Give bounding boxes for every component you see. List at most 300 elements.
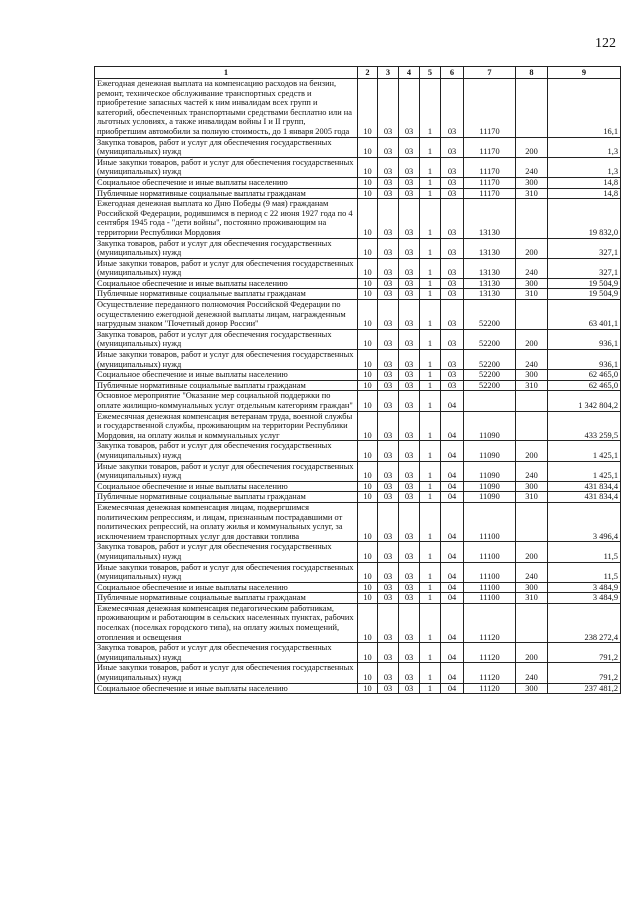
table-row	[95, 492, 621, 503]
subsection-code-cell: 03	[378, 177, 399, 188]
event-code-cell: 04	[441, 683, 464, 694]
table-row	[95, 137, 621, 157]
amount-cell: 238 272,4	[548, 603, 621, 642]
subprogram-code-cell: 1	[420, 492, 441, 503]
row-name-cell: Публичные нормативные социальные выплаты гражданам	[95, 188, 358, 199]
expense-direction-cell: 52200	[464, 380, 516, 391]
table-row	[95, 300, 621, 330]
section-code-cell: 10	[358, 79, 378, 138]
subsection-code-cell: 03	[378, 238, 399, 258]
event-code-cell: 04	[441, 391, 464, 411]
amount-cell: 62 465,0	[548, 380, 621, 391]
event-code-cell: 03	[441, 157, 464, 177]
expense-type-cell: 240	[516, 562, 548, 582]
program-code-cell: 03	[399, 300, 420, 330]
section-code-cell: 10	[358, 411, 378, 441]
event-code-cell: 04	[441, 481, 464, 492]
page-number: 122	[595, 36, 616, 51]
expense-type-cell: 300	[516, 683, 548, 694]
subprogram-code-cell: 1	[420, 79, 441, 138]
expense-direction-cell: 13130	[464, 289, 516, 300]
subsection-code-cell: 03	[378, 289, 399, 300]
subprogram-code-cell: 1	[420, 593, 441, 604]
event-code-cell: 04	[441, 411, 464, 441]
event-code-cell: 03	[441, 350, 464, 370]
subsection-code-cell: 03	[378, 461, 399, 481]
program-code-cell: 03	[399, 502, 420, 541]
amount-cell: 1 342 804,2	[548, 391, 621, 411]
expense-type-cell: 300	[516, 177, 548, 188]
program-code-cell: 03	[399, 350, 420, 370]
subprogram-code-cell: 1	[420, 177, 441, 188]
subsection-code-cell: 03	[378, 683, 399, 694]
table-row	[95, 562, 621, 582]
event-code-cell: 04	[441, 542, 464, 562]
expense-type-cell	[516, 502, 548, 541]
expense-type-cell	[516, 411, 548, 441]
subprogram-code-cell: 1	[420, 663, 441, 683]
header-cell: 6	[441, 67, 464, 79]
row-name-cell: Осуществление переданного полномочия Российской Федерации по осуществлению ежегодной денежной выплаты лицам, награжденным нагрудным знаком "Почетный донор России"	[95, 300, 358, 330]
subsection-code-cell: 03	[378, 157, 399, 177]
table-row	[95, 289, 621, 300]
expense-direction-cell: 13130	[464, 199, 516, 238]
subsection-code-cell: 03	[378, 300, 399, 330]
subprogram-code-cell: 1	[420, 300, 441, 330]
subprogram-code-cell: 1	[420, 411, 441, 441]
table-row	[95, 542, 621, 562]
table-row	[95, 199, 621, 238]
amount-cell: 431 834,4	[548, 481, 621, 492]
expense-type-cell: 200	[516, 542, 548, 562]
expense-direction-cell: 11170	[464, 79, 516, 138]
subsection-code-cell: 03	[378, 199, 399, 238]
event-code-cell: 04	[441, 593, 464, 604]
program-code-cell: 03	[399, 258, 420, 278]
row-name-cell: Ежемесячная денежная компенсация ветеранам труда, военной службы и государственной службы, проживающим на территории Республики Мордовия, на оплату жилья и коммунальных услуг	[95, 411, 358, 441]
section-code-cell: 10	[358, 238, 378, 258]
section-code-cell: 10	[358, 300, 378, 330]
table-row	[95, 380, 621, 391]
event-code-cell: 03	[441, 300, 464, 330]
subsection-code-cell: 03	[378, 502, 399, 541]
expense-direction-cell: 11170	[464, 177, 516, 188]
subprogram-code-cell: 1	[420, 258, 441, 278]
event-code-cell: 04	[441, 643, 464, 663]
event-code-cell: 04	[441, 582, 464, 593]
event-code-cell: 04	[441, 461, 464, 481]
program-code-cell: 03	[399, 411, 420, 441]
expense-direction-cell: 13130	[464, 258, 516, 278]
expense-type-cell: 240	[516, 663, 548, 683]
amount-cell: 327,1	[548, 258, 621, 278]
table-row	[95, 603, 621, 642]
header-cell: 9	[548, 67, 621, 79]
subsection-code-cell: 03	[378, 258, 399, 278]
row-name-cell: Социальное обеспечение и иные выплаты населению	[95, 278, 358, 289]
section-code-cell: 10	[358, 502, 378, 541]
expense-type-cell: 200	[516, 441, 548, 461]
expense-type-cell	[516, 300, 548, 330]
expense-type-cell: 200	[516, 137, 548, 157]
section-code-cell: 10	[358, 289, 378, 300]
amount-cell: 1 425,1	[548, 441, 621, 461]
event-code-cell: 04	[441, 562, 464, 582]
expense-direction-cell: 11090	[464, 441, 516, 461]
row-name-cell: Ежемесячная денежная компенсация лицам, подвергшимся политическим репрессиям, и лицам, признанным пострадавшими от политических репрессий, на оплату жилья и коммунальных услуг, за исключением транспортных услуг для доставки топлива	[95, 502, 358, 541]
section-code-cell: 10	[358, 188, 378, 199]
section-code-cell: 10	[358, 258, 378, 278]
section-code-cell: 10	[358, 350, 378, 370]
program-code-cell: 03	[399, 278, 420, 289]
expense-direction-cell: 11100	[464, 593, 516, 604]
expense-direction-cell: 11090	[464, 481, 516, 492]
row-name-cell: Иные закупки товаров, работ и услуг для обеспечения государственных (муниципальных) нужд	[95, 663, 358, 683]
header-cell: 7	[464, 67, 516, 79]
table-row	[95, 278, 621, 289]
subprogram-code-cell: 1	[420, 380, 441, 391]
expense-direction-cell: 11120	[464, 683, 516, 694]
header-cell: 8	[516, 67, 548, 79]
amount-cell: 14,8	[548, 188, 621, 199]
subsection-code-cell: 03	[378, 391, 399, 411]
amount-cell: 237 481,2	[548, 683, 621, 694]
amount-cell: 3 496,4	[548, 502, 621, 541]
header-cell: 5	[420, 67, 441, 79]
expense-type-cell: 240	[516, 258, 548, 278]
table-row	[95, 258, 621, 278]
row-name-cell: Публичные нормативные социальные выплаты гражданам	[95, 492, 358, 503]
table-row	[95, 79, 621, 138]
expense-direction-cell: 11090	[464, 461, 516, 481]
row-name-cell: Публичные нормативные социальные выплаты гражданам	[95, 380, 358, 391]
expense-type-cell: 200	[516, 643, 548, 663]
subprogram-code-cell: 1	[420, 461, 441, 481]
program-code-cell: 03	[399, 481, 420, 492]
expense-direction-cell: 11100	[464, 562, 516, 582]
subsection-code-cell: 03	[378, 441, 399, 461]
header-cell: 1	[95, 67, 358, 79]
event-code-cell: 04	[441, 492, 464, 503]
expense-type-cell: 300	[516, 370, 548, 381]
row-name-cell: Иные закупки товаров, работ и услуг для обеспечения государственных (муниципальных) нужд	[95, 157, 358, 177]
amount-cell: 11,5	[548, 542, 621, 562]
subsection-code-cell: 03	[378, 481, 399, 492]
row-name-cell: Основное мероприятие "Оказание мер социальной поддержки по оплате жилищно-коммунальных услуг отдельным категориям граждан"	[95, 391, 358, 411]
section-code-cell: 10	[358, 380, 378, 391]
section-code-cell: 10	[358, 643, 378, 663]
table-row	[95, 391, 621, 411]
program-code-cell: 03	[399, 663, 420, 683]
subsection-code-cell: 03	[378, 370, 399, 381]
expense-direction-cell: 11120	[464, 663, 516, 683]
row-name-cell: Закупка товаров, работ и услуг для обеспечения государственных (муниципальных) нужд	[95, 542, 358, 562]
expense-direction-cell: 52200	[464, 329, 516, 349]
subprogram-code-cell: 1	[420, 289, 441, 300]
subsection-code-cell: 03	[378, 188, 399, 199]
table-row	[95, 461, 621, 481]
row-name-cell: Ежегодная денежная выплата ко Дню Победы (9 мая) гражданам Российской Федерации, родившимся в период с 22 июня 1927 года по 4 сентября 1945 года - "дети войны", постоянно проживающим на территории Республики Мордовия	[95, 199, 358, 238]
expense-type-cell: 300	[516, 481, 548, 492]
subprogram-code-cell: 1	[420, 542, 441, 562]
program-code-cell: 03	[399, 542, 420, 562]
event-code-cell: 03	[441, 289, 464, 300]
expense-type-cell: 240	[516, 157, 548, 177]
amount-cell: 936,1	[548, 329, 621, 349]
subsection-code-cell: 03	[378, 79, 399, 138]
subprogram-code-cell: 1	[420, 188, 441, 199]
table-row	[95, 157, 621, 177]
expense-direction-cell: 11090	[464, 411, 516, 441]
amount-cell: 11,5	[548, 562, 621, 582]
amount-cell: 19 504,9	[548, 278, 621, 289]
table-body	[95, 79, 621, 694]
row-name-cell: Социальное обеспечение и иные выплаты населению	[95, 177, 358, 188]
row-name-cell: Социальное обеспечение и иные выплаты населению	[95, 582, 358, 593]
program-code-cell: 03	[399, 582, 420, 593]
row-name-cell: Закупка товаров, работ и услуг для обеспечения государственных (муниципальных) нужд	[95, 137, 358, 157]
section-code-cell: 10	[358, 492, 378, 503]
amount-cell: 433 259,5	[548, 411, 621, 441]
subprogram-code-cell: 1	[420, 350, 441, 370]
program-code-cell: 03	[399, 562, 420, 582]
event-code-cell: 03	[441, 380, 464, 391]
header-cell: 2	[358, 67, 378, 79]
expense-direction-cell: 13130	[464, 238, 516, 258]
table-row	[95, 502, 621, 541]
table-row	[95, 582, 621, 593]
program-code-cell: 03	[399, 380, 420, 391]
table-row	[95, 593, 621, 604]
event-code-cell: 03	[441, 188, 464, 199]
program-code-cell: 03	[399, 593, 420, 604]
section-code-cell: 10	[358, 461, 378, 481]
subsection-code-cell: 03	[378, 278, 399, 289]
expense-type-cell: 310	[516, 380, 548, 391]
row-name-cell: Закупка товаров, работ и услуг для обеспечения государственных (муниципальных) нужд	[95, 643, 358, 663]
program-code-cell: 03	[399, 188, 420, 199]
expense-direction-cell: 11120	[464, 643, 516, 663]
expense-type-cell: 200	[516, 238, 548, 258]
amount-cell: 19 504,9	[548, 289, 621, 300]
amount-cell: 1,3	[548, 137, 621, 157]
row-name-cell: Иные закупки товаров, работ и услуг для обеспечения государственных (муниципальных) нужд	[95, 258, 358, 278]
subsection-code-cell: 03	[378, 350, 399, 370]
row-name-cell: Ежемесячная денежная компенсация педагогическим работникам, проживающим и работающим в сельских населенных пунктах, рабочих поселках (поселках городского типа), на оплату жилых помещений, отопления и освещения	[95, 603, 358, 642]
section-code-cell: 10	[358, 683, 378, 694]
amount-cell: 936,1	[548, 350, 621, 370]
section-code-cell: 10	[358, 542, 378, 562]
subsection-code-cell: 03	[378, 137, 399, 157]
event-code-cell: 03	[441, 238, 464, 258]
row-name-cell: Социальное обеспечение и иные выплаты населению	[95, 683, 358, 694]
event-code-cell: 04	[441, 663, 464, 683]
program-code-cell: 03	[399, 461, 420, 481]
table-row	[95, 188, 621, 199]
section-code-cell: 10	[358, 582, 378, 593]
program-code-cell: 03	[399, 79, 420, 138]
subprogram-code-cell: 1	[420, 137, 441, 157]
expense-direction-cell: 11170	[464, 157, 516, 177]
row-name-cell: Ежегодная денежная выплата на компенсацию расходов на бензин, ремонт, техническое обслуживание транспортных средств и приобретение запасных частей к ним инвалидам всех групп и категорий, обеспеченных транспортными средствами бесплатно или на льготных условиях, а также инвалидам войны I и II групп, приобретшим автомобили за полную стоимость, до 1 января 2005 года	[95, 79, 358, 138]
program-code-cell: 03	[399, 238, 420, 258]
subsection-code-cell: 03	[378, 380, 399, 391]
amount-cell: 791,2	[548, 663, 621, 683]
amount-cell: 791,2	[548, 643, 621, 663]
event-code-cell: 03	[441, 79, 464, 138]
amount-cell: 3 484,9	[548, 593, 621, 604]
table-row	[95, 663, 621, 683]
subprogram-code-cell: 1	[420, 643, 441, 663]
amount-cell: 1 425,1	[548, 461, 621, 481]
event-code-cell: 04	[441, 502, 464, 541]
expense-direction-cell: 11170	[464, 137, 516, 157]
expense-direction-cell	[464, 391, 516, 411]
section-code-cell: 10	[358, 562, 378, 582]
row-name-cell: Социальное обеспечение и иные выплаты населению	[95, 481, 358, 492]
expense-type-cell: 200	[516, 329, 548, 349]
budget-table	[94, 66, 621, 694]
amount-cell: 16,1	[548, 79, 621, 138]
event-code-cell: 03	[441, 258, 464, 278]
section-code-cell: 10	[358, 603, 378, 642]
expense-direction-cell: 11170	[464, 188, 516, 199]
table-row	[95, 177, 621, 188]
amount-cell: 14,8	[548, 177, 621, 188]
subsection-code-cell: 03	[378, 329, 399, 349]
expense-type-cell: 300	[516, 278, 548, 289]
subsection-code-cell: 03	[378, 663, 399, 683]
table-row	[95, 643, 621, 663]
table-row	[95, 329, 621, 349]
subprogram-code-cell: 1	[420, 441, 441, 461]
subprogram-code-cell: 1	[420, 481, 441, 492]
subprogram-code-cell: 1	[420, 582, 441, 593]
expense-type-cell: 240	[516, 350, 548, 370]
expense-direction-cell: 52200	[464, 350, 516, 370]
amount-cell: 19 832,0	[548, 199, 621, 238]
event-code-cell: 04	[441, 441, 464, 461]
expense-type-cell: 310	[516, 188, 548, 199]
row-name-cell: Закупка товаров, работ и услуг для обеспечения государственных (муниципальных) нужд	[95, 441, 358, 461]
section-code-cell: 10	[358, 370, 378, 381]
expense-direction-cell: 11120	[464, 603, 516, 642]
event-code-cell: 03	[441, 370, 464, 381]
expense-type-cell: 300	[516, 582, 548, 593]
table-row	[95, 441, 621, 461]
program-code-cell: 03	[399, 441, 420, 461]
subprogram-code-cell: 1	[420, 199, 441, 238]
section-code-cell: 10	[358, 593, 378, 604]
expense-direction-cell: 11100	[464, 542, 516, 562]
section-code-cell: 10	[358, 177, 378, 188]
table-row	[95, 370, 621, 381]
event-code-cell: 03	[441, 199, 464, 238]
table-row	[95, 481, 621, 492]
amount-cell: 63 401,1	[548, 300, 621, 330]
table-row	[95, 350, 621, 370]
subsection-code-cell: 03	[378, 492, 399, 503]
section-code-cell: 10	[358, 481, 378, 492]
program-code-cell: 03	[399, 137, 420, 157]
program-code-cell: 03	[399, 492, 420, 503]
row-name-cell: Иные закупки товаров, работ и услуг для обеспечения государственных (муниципальных) нужд	[95, 461, 358, 481]
event-code-cell: 03	[441, 278, 464, 289]
header-row	[95, 67, 621, 79]
event-code-cell: 04	[441, 603, 464, 642]
section-code-cell: 10	[358, 329, 378, 349]
row-name-cell: Публичные нормативные социальные выплаты гражданам	[95, 289, 358, 300]
row-name-cell: Иные закупки товаров, работ и услуг для обеспечения государственных (муниципальных) нужд	[95, 562, 358, 582]
expense-direction-cell: 52200	[464, 370, 516, 381]
subprogram-code-cell: 1	[420, 603, 441, 642]
event-code-cell: 03	[441, 137, 464, 157]
amount-cell: 327,1	[548, 238, 621, 258]
amount-cell: 431 834,4	[548, 492, 621, 503]
row-name-cell: Социальное обеспечение и иные выплаты населению	[95, 370, 358, 381]
expense-type-cell: 310	[516, 492, 548, 503]
subprogram-code-cell: 1	[420, 683, 441, 694]
program-code-cell: 03	[399, 643, 420, 663]
expense-type-cell	[516, 391, 548, 411]
section-code-cell: 10	[358, 278, 378, 289]
expense-direction-cell: 11090	[464, 492, 516, 503]
subsection-code-cell: 03	[378, 542, 399, 562]
row-name-cell: Закупка товаров, работ и услуг для обеспечения государственных (муниципальных) нужд	[95, 329, 358, 349]
subprogram-code-cell: 1	[420, 502, 441, 541]
amount-cell: 3 484,9	[548, 582, 621, 593]
program-code-cell: 03	[399, 391, 420, 411]
program-code-cell: 03	[399, 370, 420, 381]
amount-cell: 1,3	[548, 157, 621, 177]
subsection-code-cell: 03	[378, 593, 399, 604]
subprogram-code-cell: 1	[420, 329, 441, 349]
subprogram-code-cell: 1	[420, 370, 441, 381]
section-code-cell: 10	[358, 199, 378, 238]
event-code-cell: 03	[441, 177, 464, 188]
section-code-cell: 10	[358, 137, 378, 157]
program-code-cell: 03	[399, 177, 420, 188]
expense-type-cell	[516, 199, 548, 238]
subsection-code-cell: 03	[378, 562, 399, 582]
subsection-code-cell: 03	[378, 643, 399, 663]
table-row	[95, 238, 621, 258]
amount-cell: 62 465,0	[548, 370, 621, 381]
event-code-cell: 03	[441, 329, 464, 349]
row-name-cell: Иные закупки товаров, работ и услуг для обеспечения государственных (муниципальных) нужд	[95, 350, 358, 370]
row-name-cell: Публичные нормативные социальные выплаты гражданам	[95, 593, 358, 604]
program-code-cell: 03	[399, 603, 420, 642]
section-code-cell: 10	[358, 391, 378, 411]
expense-type-cell	[516, 79, 548, 138]
table-row	[95, 683, 621, 694]
header-cell: 3	[378, 67, 399, 79]
subprogram-code-cell: 1	[420, 391, 441, 411]
expense-type-cell: 240	[516, 461, 548, 481]
expense-type-cell: 310	[516, 593, 548, 604]
section-code-cell: 10	[358, 663, 378, 683]
subprogram-code-cell: 1	[420, 562, 441, 582]
section-code-cell: 10	[358, 441, 378, 461]
expense-type-cell: 310	[516, 289, 548, 300]
program-code-cell: 03	[399, 289, 420, 300]
subprogram-code-cell: 1	[420, 238, 441, 258]
subprogram-code-cell: 1	[420, 157, 441, 177]
subsection-code-cell: 03	[378, 603, 399, 642]
header-cell: 4	[399, 67, 420, 79]
expense-type-cell	[516, 603, 548, 642]
section-code-cell: 10	[358, 157, 378, 177]
